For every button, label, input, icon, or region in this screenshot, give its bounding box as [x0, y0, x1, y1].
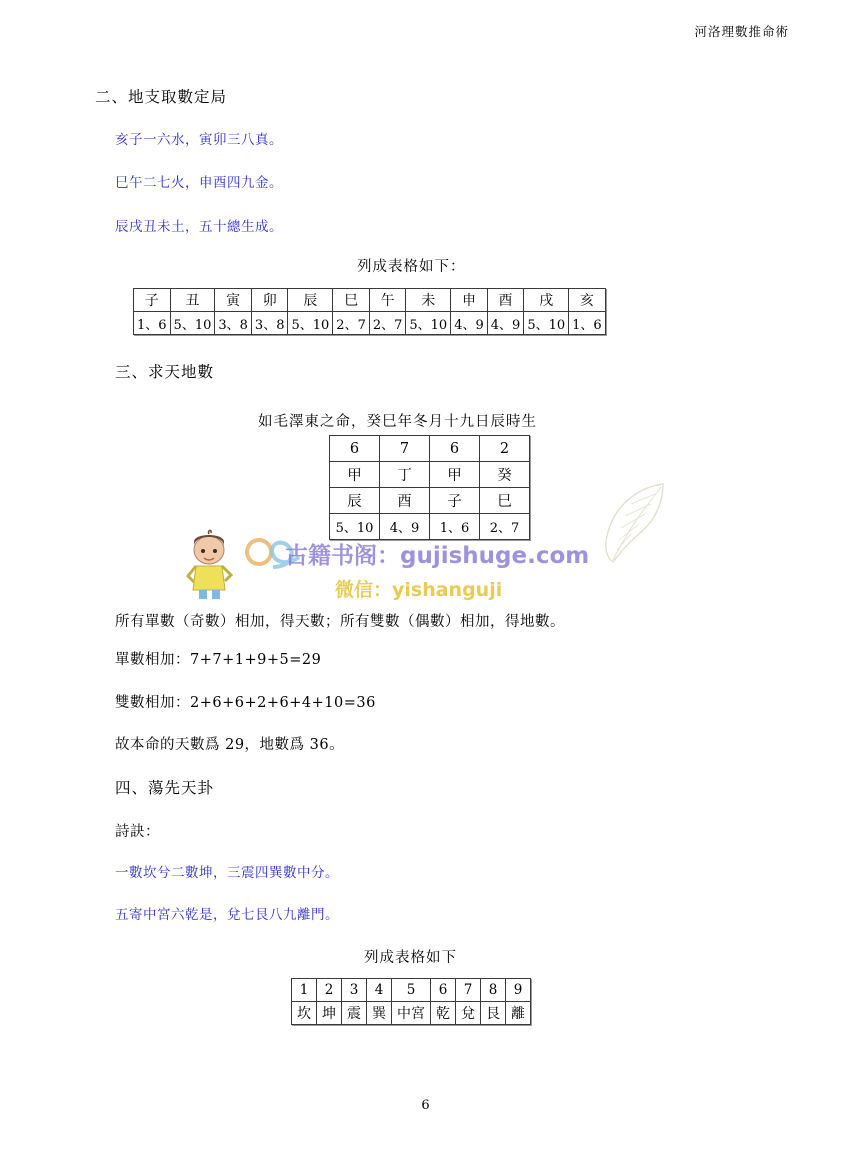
table-cell: 寅: [215, 289, 252, 312]
page-number: 6: [421, 1098, 430, 1113]
section-2-table-caption: 列成表格如下：: [357, 259, 466, 275]
table-cell: 3: [342, 979, 367, 1002]
table-cell: 5、10: [170, 312, 215, 335]
table-row: [134, 289, 606, 312]
table-cell: 亥: [569, 289, 606, 312]
section-2-heading: 二、地支取數定局: [95, 88, 228, 106]
section-3-line-4: 故本命的天數爲 29，地數爲 36。: [115, 737, 345, 753]
watermark-site-text: 古籍书阁：gujishuge.com: [285, 543, 590, 569]
table-cell: 子: [430, 488, 480, 514]
section-2-verse-2: 巳午二七火，申酉四九金。: [115, 175, 283, 191]
table-cell: 巽: [367, 1002, 392, 1025]
table-cell: 丑: [170, 289, 215, 312]
table-cell: 4、9: [487, 312, 524, 335]
bazi-chart-table: [329, 435, 530, 540]
table-row: [134, 312, 606, 335]
table-cell: 7: [456, 979, 481, 1002]
table-cell: 震: [342, 1002, 367, 1025]
table-cell: 1、6: [569, 312, 606, 335]
table-cell: 1: [292, 979, 317, 1002]
table-cell: 9: [506, 979, 531, 1002]
table-cell: 6: [330, 436, 380, 462]
watermark-wechat-text: 微信：yishanguji: [335, 579, 503, 601]
page-header: 河洛理數推命術: [694, 24, 789, 39]
table-cell: 1、6: [430, 514, 480, 540]
table-cell: 5、10: [330, 514, 380, 540]
table-cell: 癸: [480, 462, 530, 488]
table-cell: 坤: [317, 1002, 342, 1025]
table-cell: 巳: [480, 488, 530, 514]
table-cell: 辰: [288, 289, 333, 312]
table-cell: 4: [367, 979, 392, 1002]
table-cell: 2、7: [480, 514, 530, 540]
table-cell: 3、8: [251, 312, 288, 335]
section-4-heading: 四、蕩先天卦: [115, 779, 215, 797]
table-cell: 2: [317, 979, 342, 1002]
table-cell: 辰: [330, 488, 380, 514]
table-cell: 5、10: [406, 312, 451, 335]
table-row: [292, 1002, 531, 1025]
table-row: [292, 979, 531, 1002]
section-3-heading: 三、求天地數: [115, 363, 215, 381]
section-2-verse-1: 亥子一六水，寅卯三八真。: [115, 132, 283, 148]
section-2-verse-3: 辰戌丑未土，五十總生成。: [115, 219, 283, 235]
table-cell: 卯: [251, 289, 288, 312]
table-row: [330, 462, 530, 488]
table-cell: 子: [134, 289, 171, 312]
table-cell: 中宮: [392, 1002, 431, 1025]
table-cell: 乾: [431, 1002, 456, 1025]
table-cell: 1、6: [134, 312, 171, 335]
leaf-watermark-icon: [595, 478, 673, 566]
table-cell: 6: [430, 436, 480, 462]
table-cell: 2、7: [333, 312, 370, 335]
section-4-table-caption: 列成表格如下: [364, 950, 457, 966]
table-cell: 酉: [380, 488, 430, 514]
section-4-label: 詩訣：: [115, 824, 160, 840]
table-cell: 甲: [430, 462, 480, 488]
table-cell: 兌: [456, 1002, 481, 1025]
section-3-example-caption: 如毛澤東之命，癸巳年冬月十九日辰時生: [258, 414, 537, 430]
table-cell: 5、10: [288, 312, 333, 335]
section-4-verse-2: 五寄中宮六乾是，兌七艮八九離門。: [115, 907, 339, 923]
table-cell: 5、10: [524, 312, 569, 335]
table-cell: 4、9: [451, 312, 488, 335]
table-cell: 坎: [292, 1002, 317, 1025]
table-cell: 離: [506, 1002, 531, 1025]
section-3-line-2: 單數相加：7+7+1+9+5=29: [115, 652, 322, 668]
section-3-line-3: 雙數相加：2+6+6+2+6+4+10=36: [115, 695, 376, 711]
table-cell: 酉: [487, 289, 524, 312]
table-cell: 艮: [481, 1002, 506, 1025]
table-cell: 7: [380, 436, 430, 462]
table-cell: 巳: [333, 289, 370, 312]
table-cell: 6: [431, 979, 456, 1002]
table-cell: 丁: [380, 462, 430, 488]
table-cell: 4、9: [380, 514, 430, 540]
table-cell: 甲: [330, 462, 380, 488]
table-cell: 3、8: [215, 312, 252, 335]
table-cell: 5: [392, 979, 431, 1002]
earthly-branch-table: [133, 288, 606, 335]
trigram-number-table: [291, 978, 531, 1025]
table-cell: 申: [451, 289, 488, 312]
mascot-watermark-icon: [178, 528, 244, 600]
swirl-watermark-icon: [243, 527, 303, 582]
table-cell: 8: [481, 979, 506, 1002]
table-cell: 2、7: [369, 312, 406, 335]
table-cell: 2: [480, 436, 530, 462]
section-3-line-1: 所有單數（奇數）相加，得天數；所有雙數（偶數）相加，得地數。: [115, 614, 565, 630]
table-cell: 午: [369, 289, 406, 312]
table-row: [330, 514, 530, 540]
table-row: [330, 436, 530, 462]
table-cell: 戌: [524, 289, 569, 312]
table-cell: 未: [406, 289, 451, 312]
section-4-verse-1: 一數坎兮二數坤，三震四巽數中分。: [115, 865, 339, 881]
table-row: [330, 488, 530, 514]
